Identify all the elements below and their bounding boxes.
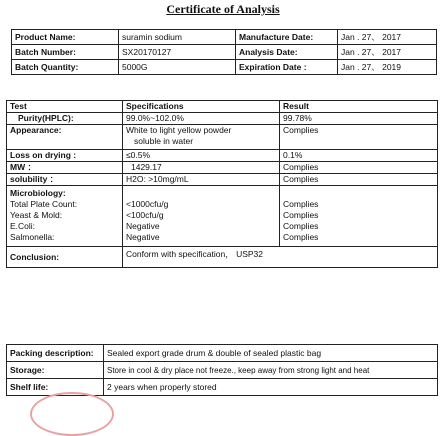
conclusion-label: Conclusion: [7,247,123,268]
micro-item-name: Total Plate Count: [10,199,78,209]
batch-number-label: Batch Number: [12,45,119,60]
company-seal [30,392,114,436]
microbiology-row [7,186,438,247]
storage-value: Store in cool & dry place not freeze., keep away from strong light and heat [104,362,438,379]
test-name: Purity(HPLC): [7,113,123,125]
test-result: Complies [280,125,438,150]
header-spec: Specifications [123,101,280,113]
manufacture-date-label: Manufacture Date: [236,30,338,45]
table-row [12,45,437,60]
conclusion-value: Conform with specification， USP32 [123,247,438,268]
product-name-label: Product Name: [12,30,119,45]
test-results-table [6,100,438,268]
packing-value: Sealed export grade drum & double of sealed plastic bag [104,345,438,362]
table-row [7,150,438,162]
table-header-row [7,101,438,113]
test-result: Complies [280,162,438,174]
shelf-life-label: Shelf life: [7,379,104,396]
microbiology-results [280,186,438,247]
microbiology-heading: Microbiology: [10,188,66,198]
table-row [7,162,438,174]
micro-item-name: E.Coli: [10,221,36,231]
storage-label: Storage: [7,362,104,379]
analysis-date-label: Analysis Date: [236,45,338,60]
micro-item-name: Salmonella: [10,232,55,242]
micro-item-result: Complies [283,210,319,220]
shelf-life-value: 2 years when properly stored [104,379,438,396]
micro-item-result: Complies [283,232,319,242]
batch-quantity-label: Batch Quantity: [12,60,119,75]
test-spec-line: soluble in water [134,136,194,146]
header-test: Test [7,101,123,113]
table-row [7,362,438,379]
manufacture-date-value: Jan . 27、 2017 [338,30,437,45]
micro-item-result: Complies [283,199,319,209]
product-info-table [11,29,437,75]
table-row [7,113,438,125]
table-row [7,125,438,150]
packing-table [6,344,438,396]
micro-item-spec: Negative [126,221,160,231]
test-result: 0.1% [280,150,438,162]
analysis-date-value: Jan . 27、 2017 [338,45,437,60]
test-spec [123,125,280,150]
test-spec: 1429.17 [123,162,280,174]
test-name: solubility ： [7,174,123,186]
batch-number-value: SX20170127 [119,45,236,60]
expiration-date-label: Expiration Date : [236,60,338,75]
test-result: 99.78% [280,113,438,125]
table-row [7,174,438,186]
microbiology-names [7,186,123,247]
table-row [7,345,438,362]
test-name: Loss on drying : [7,150,123,162]
test-result: Complies [280,174,438,186]
micro-item-spec: <1000cfu/g [126,199,169,209]
test-spec-line: White to light yellow powder [126,125,232,135]
packing-label: Packing description: [7,345,104,362]
microbiology-specs [123,186,280,247]
test-name: Appearance: [7,125,123,150]
header-result: Result [280,101,438,113]
test-spec: ≤0.5% [123,150,280,162]
conclusion-row [7,247,438,268]
table-row [12,30,437,45]
product-name-value: suramin sodium [119,30,236,45]
micro-item-name: Yeast & Mold: [10,210,63,220]
micro-item-spec: <100cfu/g [126,210,164,220]
table-row [12,60,437,75]
micro-item-result: Complies [283,221,319,231]
test-name: MW ： [7,162,123,174]
document-title: Certificate of Analysis [166,2,280,16]
test-spec: 99.0%~102.0% [123,113,280,125]
batch-quantity-value: 5000G [119,60,236,75]
test-spec: H2O: >10mg/mL [123,174,280,186]
expiration-date-value: Jan . 27、 2019 [338,60,437,75]
micro-item-spec: Negative [126,232,160,242]
